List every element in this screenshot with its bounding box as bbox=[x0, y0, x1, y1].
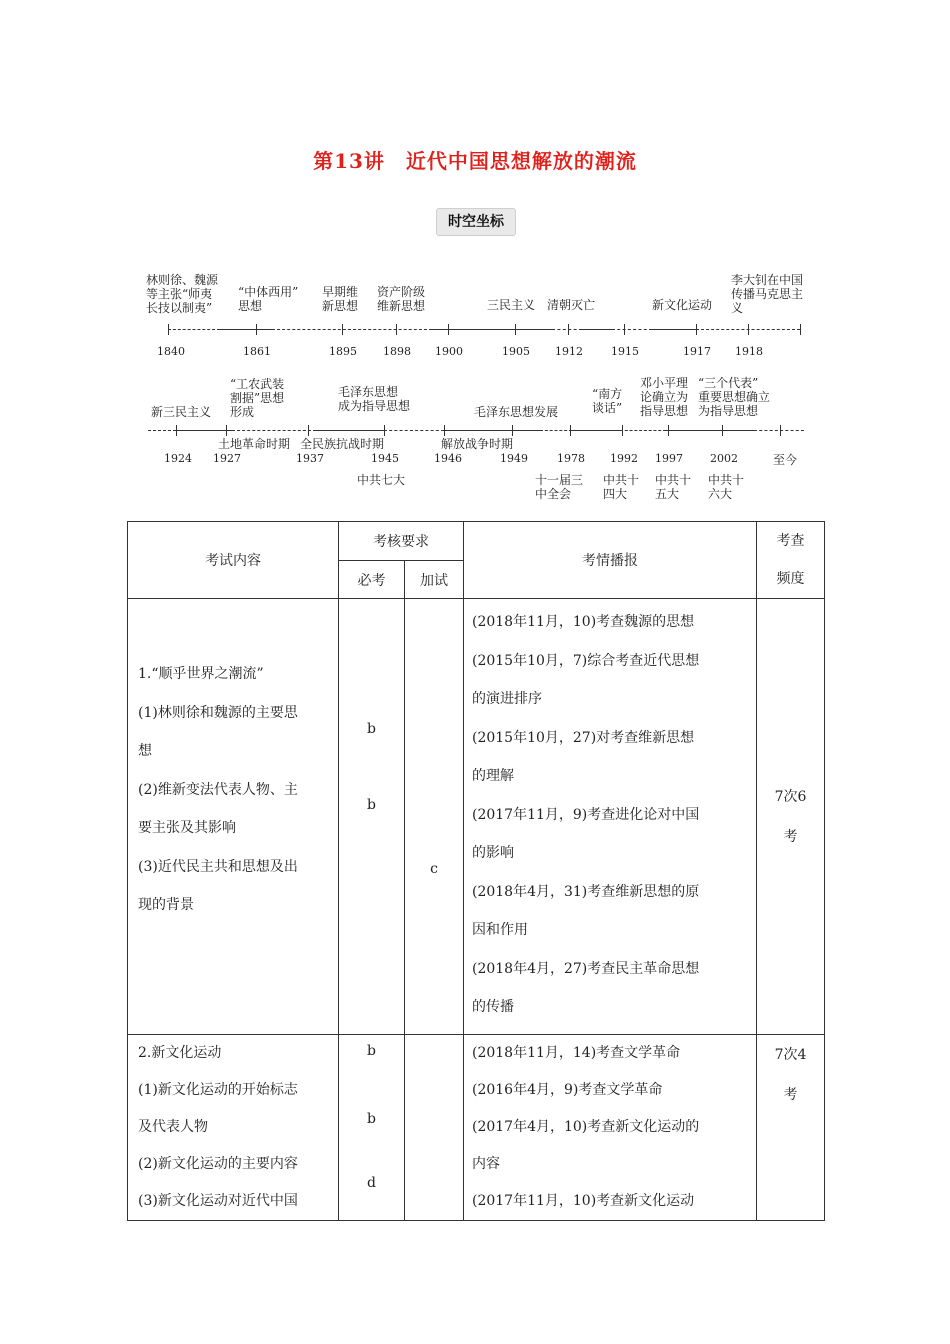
required-level: b bbox=[367, 1111, 376, 1127]
report-line: 的演进排序 bbox=[472, 691, 542, 707]
frequency-cell: 7次4 考 bbox=[757, 1035, 825, 1221]
timeline-tick bbox=[722, 425, 723, 436]
timeline-tick bbox=[168, 324, 169, 335]
report-line: (2018年11月，14)考查文学革命 bbox=[472, 1045, 681, 1061]
timeline-period: 解放战争时期 bbox=[441, 437, 514, 451]
timeline-axis bbox=[316, 430, 384, 431]
timeline-year: 1917 bbox=[683, 345, 711, 358]
timeline-year: 1924 bbox=[164, 452, 192, 465]
timeline-axis bbox=[176, 430, 232, 431]
timeline-tick bbox=[800, 324, 801, 335]
timeline-tick bbox=[624, 324, 625, 335]
timeline-tick bbox=[308, 425, 309, 436]
timeline-tick bbox=[568, 324, 569, 335]
required-level: d bbox=[367, 1175, 376, 1191]
timeline-event: 毛泽东思想发展 bbox=[474, 405, 559, 419]
report-line: 的传播 bbox=[472, 999, 514, 1015]
timeline-tick bbox=[780, 425, 781, 436]
timeline-axis bbox=[552, 329, 582, 330]
timeline-year: 1945 bbox=[371, 452, 399, 465]
timeline-event: 清朝灭亡 bbox=[547, 298, 596, 312]
timeline-year: 1946 bbox=[434, 452, 462, 465]
header-requirement: 考核要求 bbox=[339, 522, 464, 561]
topic-line: 及代表人物 bbox=[138, 1119, 208, 1135]
timeline-axis bbox=[666, 430, 754, 431]
timeline-period: 土地革命时期 bbox=[218, 437, 291, 451]
timeline-note: 中共十 六大 bbox=[708, 473, 745, 501]
timeline-year: 1861 bbox=[243, 345, 271, 358]
timeline-tick bbox=[696, 324, 697, 335]
topic-line: (2)新文化运动的主要内容 bbox=[138, 1156, 298, 1172]
timeline-axis bbox=[540, 430, 572, 431]
timeline-event: 林则徐、魏源 等主张“师夷 长技以制夷” bbox=[146, 273, 219, 315]
report-cell bbox=[464, 1035, 757, 1221]
timeline-note: 中共十 五大 bbox=[655, 473, 692, 501]
timeline-event: “三个代表” 重要思想确立 为指导思想 bbox=[698, 376, 771, 418]
timeline-event: 毛泽东思想 成为指导思想 bbox=[338, 385, 411, 413]
report-line: (2018年11月，10)考查魏源的思想 bbox=[472, 614, 695, 630]
timeline-event: 邓小平理 论确立为 指导思想 bbox=[640, 376, 689, 418]
topic-line: 要主张及其影响 bbox=[138, 820, 236, 836]
report-line: 因和作用 bbox=[472, 922, 528, 938]
report-line: (2017年11月，9)考查进化论对中国 bbox=[472, 806, 700, 823]
topic-line: (3)近代民主共和思想及出 bbox=[138, 858, 298, 875]
extra-cell bbox=[405, 1035, 464, 1221]
timeline-event: 新文化运动 bbox=[652, 298, 713, 312]
timeline-tick bbox=[176, 425, 177, 436]
timeline-event: “中体西用” 思想 bbox=[238, 285, 299, 313]
timeline-tick bbox=[256, 324, 257, 335]
topic-line: 1.“顺乎世界之潮流” bbox=[138, 666, 264, 682]
timeline-note: 中共七大 bbox=[357, 473, 406, 487]
timeline-year: 至今 bbox=[773, 453, 798, 467]
timeline-event: “南方 谈话” bbox=[592, 387, 623, 415]
exam-table bbox=[127, 521, 825, 1221]
timeline-year: 1937 bbox=[296, 452, 324, 465]
page-title: 第13讲 近代中国思想解放的潮流 bbox=[313, 149, 637, 173]
timeline-tick bbox=[512, 425, 513, 436]
required-cell bbox=[339, 1035, 405, 1221]
section-tag: 时空坐标 bbox=[436, 208, 516, 236]
timeline-event: 李大钊在中国 传播马克思主 义 bbox=[731, 273, 804, 315]
timeline-note: 中共十 四大 bbox=[603, 473, 640, 501]
required-level: b bbox=[367, 721, 376, 737]
timeline-axis bbox=[384, 430, 444, 431]
timeline-axis bbox=[612, 329, 652, 330]
timeline-year: 1927 bbox=[213, 452, 241, 465]
timeline-tick bbox=[515, 324, 516, 335]
timeline-tick bbox=[668, 425, 669, 436]
report-line: (2018年4月，27)考查民主革命思想 bbox=[472, 960, 700, 977]
timeline-year: 1912 bbox=[555, 345, 583, 358]
timeline-year: 1915 bbox=[611, 345, 639, 358]
timeline-axis bbox=[432, 329, 552, 330]
timeline-event: 新三民主义 bbox=[151, 405, 212, 419]
report-line: (2017年4月，10)考查新文化运动的 bbox=[472, 1119, 700, 1135]
timeline-year: 1949 bbox=[500, 452, 528, 465]
timeline-axis bbox=[272, 329, 432, 330]
timeline-event: 资产阶级 维新思想 bbox=[377, 285, 426, 313]
topic-line: (1)林则徐和魏源的主要思 bbox=[138, 704, 298, 721]
report-cell bbox=[464, 599, 757, 1035]
timeline-axis bbox=[652, 329, 696, 330]
header-report: 考情播报 bbox=[464, 522, 757, 599]
timeline-year: 1840 bbox=[157, 345, 185, 358]
timeline-year: 1895 bbox=[329, 345, 357, 358]
extra-cell bbox=[405, 599, 464, 1035]
report-line: (2015年10月，27)对考查维新思想 bbox=[472, 729, 695, 746]
timeline-year: 1978 bbox=[557, 452, 585, 465]
timeline-tick bbox=[384, 425, 385, 436]
extra-level: c bbox=[430, 861, 438, 877]
timeline-axis bbox=[444, 430, 540, 431]
timeline-year: 1900 bbox=[435, 345, 463, 358]
frequency-cell: 7次6 考 bbox=[757, 599, 825, 1035]
topic-cell bbox=[128, 1035, 339, 1221]
timeline-note: 十一届三 中全会 bbox=[535, 473, 584, 501]
timeline-event: 早期维 新思想 bbox=[322, 285, 359, 313]
required-level: b bbox=[367, 1043, 376, 1059]
timeline-diagram bbox=[0, 0, 950, 520]
report-line: (2016年4月，9)考查文学革命 bbox=[472, 1082, 663, 1098]
header-required: 必考 bbox=[339, 561, 405, 599]
timeline-event: “工农武装 割据”思想 形成 bbox=[230, 377, 285, 419]
table-row bbox=[128, 1035, 825, 1221]
report-line: (2015年10月，7)综合考查近代思想 bbox=[472, 652, 700, 669]
topic-line: (3)新文化运动对近代中国 bbox=[138, 1193, 298, 1209]
timeline-period: 全民族抗战时期 bbox=[300, 437, 385, 451]
timeline-axis bbox=[582, 329, 612, 330]
timeline-axis bbox=[232, 430, 316, 431]
topic-line: (2)维新变法代表人物、主 bbox=[138, 781, 298, 798]
timeline-year: 2002 bbox=[710, 452, 738, 465]
timeline-year: 1997 bbox=[655, 452, 683, 465]
timeline-axis bbox=[572, 430, 620, 431]
report-line: 的理解 bbox=[472, 768, 514, 784]
header-extra: 加试 bbox=[405, 561, 464, 599]
timeline-axis bbox=[148, 430, 176, 431]
timeline-tick bbox=[748, 324, 749, 335]
topic-line: 想 bbox=[138, 743, 152, 759]
topic-line: 2.新文化运动 bbox=[138, 1045, 222, 1061]
header-content: 考试内容 bbox=[128, 522, 339, 599]
timeline-year: 1918 bbox=[735, 345, 763, 358]
report-line: 内容 bbox=[472, 1156, 500, 1172]
timeline-axis bbox=[754, 430, 804, 431]
header-frequency: 考查 频度 bbox=[757, 522, 825, 599]
timeline-axis bbox=[220, 329, 272, 330]
timeline-year: 1905 bbox=[502, 345, 530, 358]
timeline-tick bbox=[444, 425, 445, 436]
timeline-tick bbox=[622, 425, 623, 436]
timeline-axis bbox=[168, 329, 220, 330]
required-cell bbox=[339, 599, 405, 1035]
timeline-year: 1898 bbox=[383, 345, 411, 358]
timeline-tick bbox=[570, 425, 571, 436]
timeline-year: 1992 bbox=[610, 452, 638, 465]
report-line: 的影响 bbox=[472, 845, 514, 861]
report-line: (2017年11月，10)考查新文化运动 bbox=[472, 1193, 695, 1209]
table-row bbox=[128, 599, 825, 1035]
timeline-event: 三民主义 bbox=[487, 298, 536, 312]
report-line: (2018年4月，31)考查维新思想的原 bbox=[472, 883, 700, 900]
topic-line: 现的背景 bbox=[138, 897, 194, 913]
timeline-axis bbox=[620, 430, 666, 431]
topic-cell bbox=[128, 599, 339, 1035]
timeline-tick bbox=[226, 425, 227, 436]
timeline-tick bbox=[342, 324, 343, 335]
topic-line: (1)新文化运动的开始标志 bbox=[138, 1082, 298, 1098]
timeline-tick bbox=[448, 324, 449, 335]
required-level: b bbox=[367, 797, 376, 813]
timeline-tick bbox=[396, 324, 397, 335]
